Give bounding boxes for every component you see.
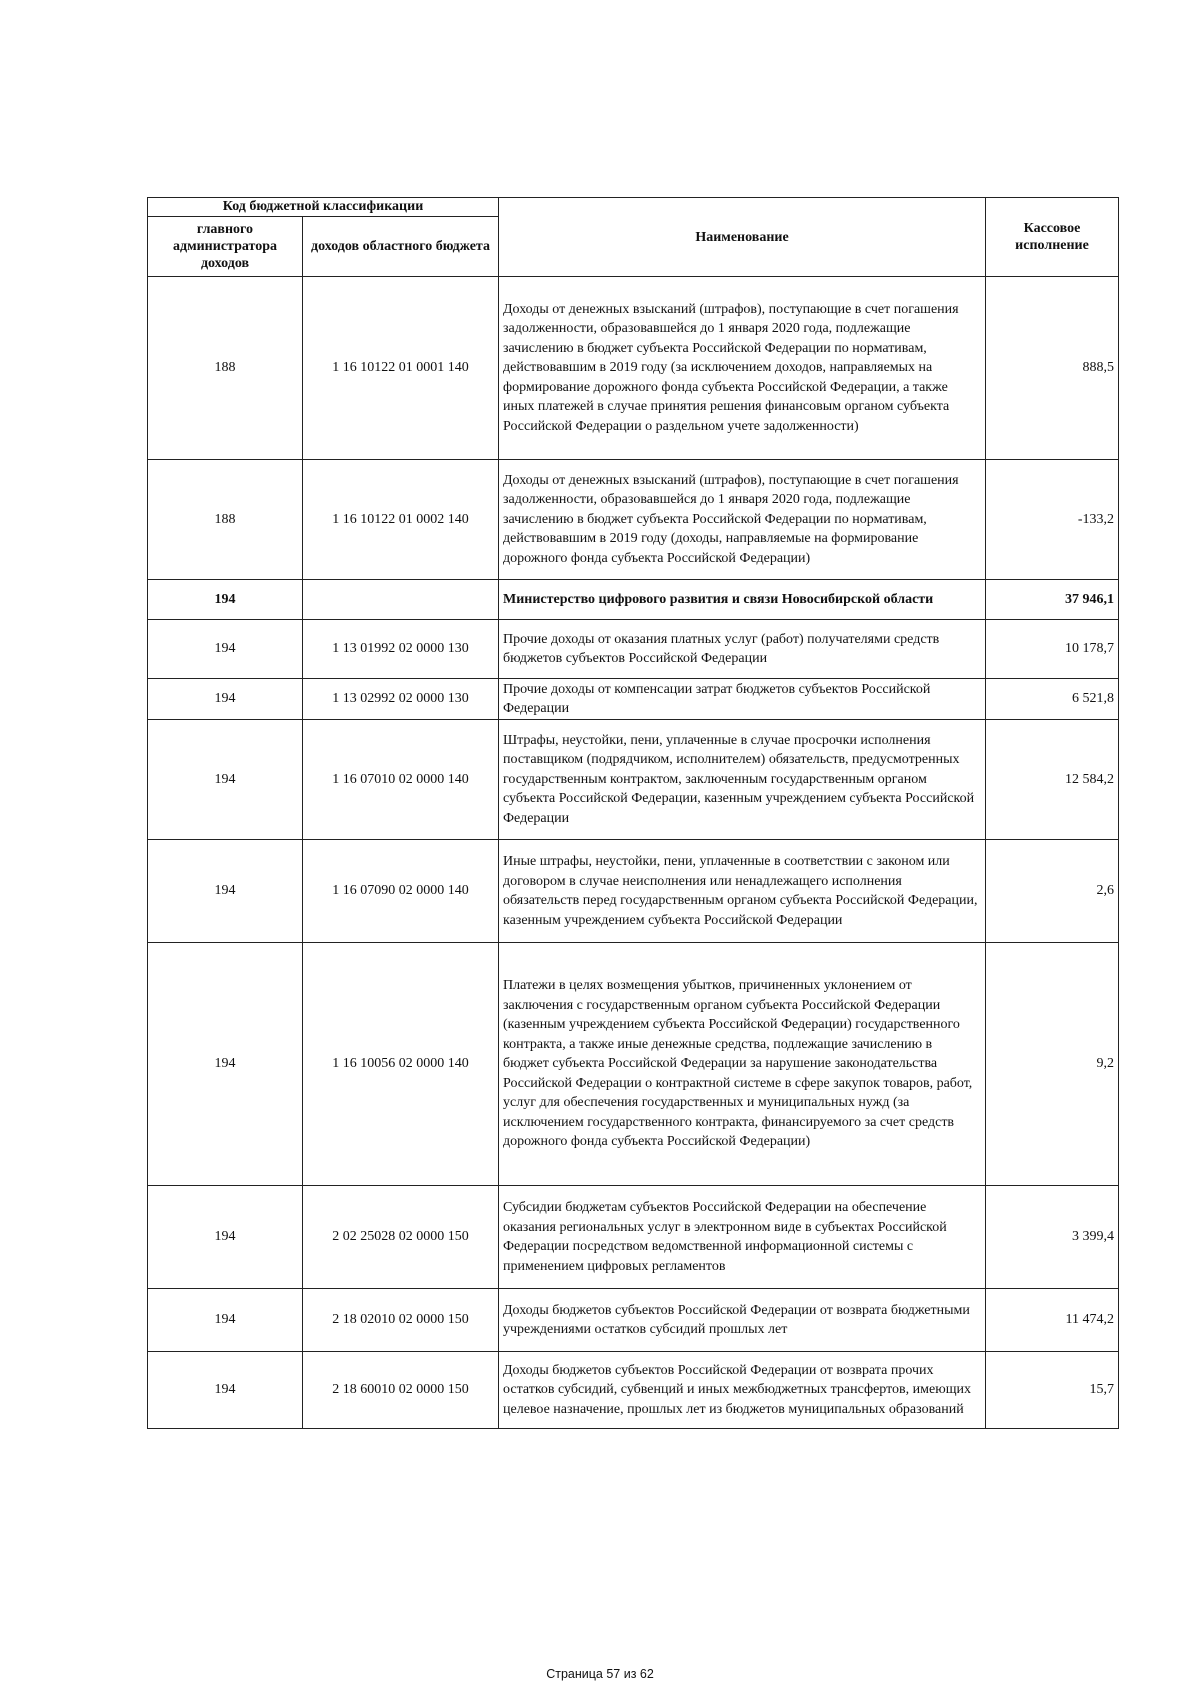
table-row	[148, 720, 1119, 840]
cell-income-code: 2 02 25028 02 0000 150	[303, 1186, 499, 1289]
cell-amount: 10 178,7	[986, 620, 1119, 679]
cell-admin-code: 194	[148, 1186, 303, 1289]
table-header	[148, 198, 1119, 277]
header-classification-code: Код бюджетной классификации	[148, 198, 499, 217]
cell-admin-code: 194	[148, 679, 303, 720]
cell-name: Доходы бюджетов субъектов Российской Федерации от возврата прочих остатков субсидий, субвенций и иных межбюджетных трансфертов, имеющих целевое назначение, прошлых лет из бюджетов муниципальных образований	[499, 1352, 986, 1429]
cell-admin-code: 188	[148, 460, 303, 580]
table-row	[148, 620, 1119, 679]
table-row	[148, 580, 1119, 620]
cell-amount: 37 946,1	[986, 580, 1119, 620]
table-row	[148, 460, 1119, 580]
table-row	[148, 1289, 1119, 1352]
budget-classification-table	[147, 197, 1119, 1429]
cell-amount: 6 521,8	[986, 679, 1119, 720]
cell-amount: 9,2	[986, 943, 1119, 1186]
cell-name: Платежи в целях возмещения убытков, причиненных уклонением от заключения с государственным органом субъекта Российской Федерации (казенным учреждением субъекта Российской Федерации) государственного контракта, а также иные денежные средства, подлежащие зачислению в бюджет субъекта Российской Федерации за нарушение законодательства Российской Федерации о контрактной системе в сфере закупок товаров, работ, услуг для обеспечения государственных и муниципальных нужд (за исключением государственного контракта, финансируемого за счет средств дорожного фонда субъекта Российской Федерации)	[499, 943, 986, 1186]
table-row	[148, 1352, 1119, 1429]
cell-name: Субсидии бюджетам субъектов Российской Федерации на обеспечение оказания региональных услуг в электронном виде в субъектах Российской Федерации посредством ведомственной информационной системы с применением цифровых регламентов	[499, 1186, 986, 1289]
header-income-code: доходов областного бюджета	[303, 217, 499, 277]
header-amount: Кассовое исполнение	[986, 198, 1119, 277]
table-row	[148, 1186, 1119, 1289]
table-row	[148, 840, 1119, 943]
cell-name: Прочие доходы от компенсации затрат бюджетов субъектов Российской Федерации	[499, 679, 986, 720]
cell-admin-code: 194	[148, 720, 303, 840]
cell-income-code: 1 13 02992 02 0000 130	[303, 679, 499, 720]
cell-income-code: 1 16 07010 02 0000 140	[303, 720, 499, 840]
cell-name: Иные штрафы, неустойки, пени, уплаченные в соответствии с законом или договором в случае неисполнения или ненадлежащего исполнения обязательств перед государственным органом субъекта Российской Федерации, казенным учреждением субъекта Российской Федерации	[499, 840, 986, 943]
cell-amount: -133,2	[986, 460, 1119, 580]
cell-amount: 3 399,4	[986, 1186, 1119, 1289]
cell-admin-code: 194	[148, 840, 303, 943]
page-number: Страница 57 из 62	[546, 1667, 654, 1681]
cell-amount: 888,5	[986, 277, 1119, 460]
header-admin: главного администратора доходов	[148, 217, 303, 277]
cell-admin-code: 194	[148, 620, 303, 679]
cell-name: Министерство цифрового развития и связи Новосибирской области	[499, 580, 986, 620]
cell-admin-code: 194	[148, 943, 303, 1186]
cell-income-code: 1 16 10122 01 0001 140	[303, 277, 499, 460]
cell-income-code: 1 16 10056 02 0000 140	[303, 943, 499, 1186]
cell-income-code: 1 16 07090 02 0000 140	[303, 840, 499, 943]
cell-amount: 15,7	[986, 1352, 1119, 1429]
cell-amount: 11 474,2	[986, 1289, 1119, 1352]
cell-name: Прочие доходы от оказания платных услуг (работ) получателями средств бюджетов субъектов Российской Федерации	[499, 620, 986, 679]
cell-income-code: 2 18 60010 02 0000 150	[303, 1352, 499, 1429]
cell-name: Доходы от денежных взысканий (штрафов), поступающие в счет погашения задолженности, образовавшейся до 1 января 2020 года, подлежащие зачислению в бюджет субъекта Российской Федерации по нормативам, действовавшим в 2019 году (доходы, направляемые на формирование дорожного фонда субъекта Российской Федерации)	[499, 460, 986, 580]
table-row	[148, 277, 1119, 460]
cell-amount: 12 584,2	[986, 720, 1119, 840]
cell-admin-code: 188	[148, 277, 303, 460]
cell-amount: 2,6	[986, 840, 1119, 943]
cell-admin-code: 194	[148, 580, 303, 620]
cell-income-code: 1 13 01992 02 0000 130	[303, 620, 499, 679]
cell-name: Штрафы, неустойки, пени, уплаченные в случае просрочки исполнения поставщиком (подрядчиком, исполнителем) обязательств, предусмотренных государственным контрактом, заключенным государственным органом субъекта Российской Федерации, казенным учреждением субъекта Российской Федерации	[499, 720, 986, 840]
cell-name: Доходы от денежных взысканий (штрафов), поступающие в счет погашения задолженности, образовавшейся до 1 января 2020 года, подлежащие зачислению в бюджет субъекта Российской Федерации по нормативам, действовавшим в 2019 году (за исключением доходов, направляемых на формирование дорожного фонда субъекта Российской Федерации, а также иных платежей в случае принятия решения финансовым органом субъекта Российской Федерации о раздельном учете задолженности)	[499, 277, 986, 460]
cell-income-code: 2 18 02010 02 0000 150	[303, 1289, 499, 1352]
cell-income-code	[303, 580, 499, 620]
table-row	[148, 943, 1119, 1186]
cell-admin-code: 194	[148, 1289, 303, 1352]
table-row	[148, 679, 1119, 720]
cell-admin-code: 194	[148, 1352, 303, 1429]
table-body	[148, 277, 1119, 1429]
cell-income-code: 1 16 10122 01 0002 140	[303, 460, 499, 580]
header-name: Наименование	[499, 198, 986, 277]
cell-name: Доходы бюджетов субъектов Российской Федерации от возврата бюджетными учреждениями остатков субсидий прошлых лет	[499, 1289, 986, 1352]
